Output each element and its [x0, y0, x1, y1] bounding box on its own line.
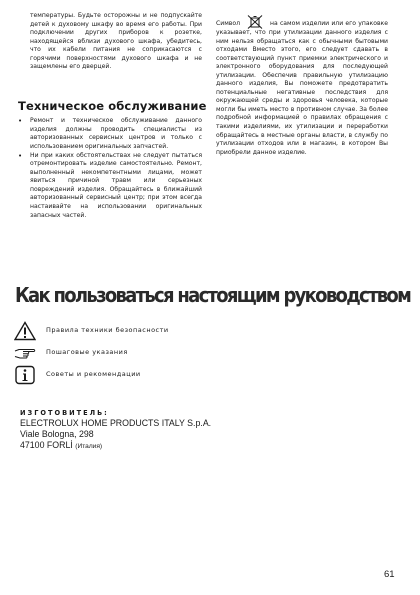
list-item: • Ни при каких обстоятельствах не следует пытаться отремонтировать изделие самостоятельно. Ремонт, выполненный некомпетентными лицами, может явиться причиной травм или серьезных повреждений изделия. Обращайтесь в ближайший авторизованный сервисный центр; при этом всегда настаивайте на использовании оригинальных запасных частей. — [18, 152, 202, 220]
manufacturer-street: Viale Bologna, 298 — [20, 429, 94, 439]
left-column — [30, 12, 202, 72]
info-icon — [14, 365, 36, 385]
legend-label: Пошаговые указания — [46, 348, 128, 356]
maintenance-heading: Техническое обслуживание — [18, 99, 207, 113]
warning-triangle-icon — [14, 321, 36, 341]
guide-title: Как пользоваться настоящим руководством — [15, 283, 411, 307]
manufacturer-company: ELECTROLUX HOME PRODUCTS ITALY S.p.A. — [20, 418, 212, 428]
disposal-paragraph — [216, 15, 388, 157]
pointing-hand-icon — [14, 343, 36, 363]
intro-paragraph: температуры. Будьте осторожны и не подпускайте детей к духовому шкафу во время его работы. При подключении других приборов к розетке, находящейся вблизи духового шкафа, убедитесь, что их кабели питания не соприкасаются с горячими поверхностями духового шкафа и не защемлены его дверцей. — [30, 12, 202, 71]
manufacturer-city-line — [20, 440, 320, 452]
maintenance-list — [18, 117, 202, 221]
page-number: 61 — [384, 569, 395, 580]
symbol-word: Символ — [216, 20, 241, 27]
symbol-continuation: на самом изделии или его — [270, 20, 357, 27]
legend-item-tips — [14, 365, 314, 385]
disposal-text: упаковке указывает, что при утилизации данного изделия с ним нельзя обращаться как с обычными бытовыми отходами Вместо этого, его следует сдавать в соответствующий пункт приемки электрического и электронного оборудования для последующей утилизации. Обеспечив правильную утилизацию данного изделия, Вы поможете предотвратить потенциальные негативные последствия для окружающей среды и здоровья человека, которые могли бы иметь место в противном случае. За более подробной информацией о правилах обращения с такими изделиями, их утилизации и переработки обращайтесь в местные органы власти, в службу по утилизации отходов или в магазин, в котором Вы приобрели данное изделие. — [216, 20, 388, 156]
list-item: • Ремонт и техническое обслуживание данного изделия должны проводить специалисты из авторизованных сервисных центров и только с использованием оригинальных запчастей. — [18, 117, 202, 151]
legend-item-safety — [14, 321, 314, 341]
legend-label: Правила техники безопасности — [46, 326, 169, 334]
right-column — [216, 15, 388, 157]
legend-item-steps — [14, 343, 314, 363]
manufacturer-country: (Италия) — [75, 443, 103, 450]
crossed-out-bin-icon — [246, 15, 264, 29]
legend-label: Советы и рекомендации — [46, 370, 141, 378]
manufacturer-city: 47100 FORLİ — [20, 440, 73, 450]
manufacturer-block — [20, 409, 320, 452]
manufacturer-label: ИЗГОТОВИТЕЛЬ: — [20, 409, 109, 417]
